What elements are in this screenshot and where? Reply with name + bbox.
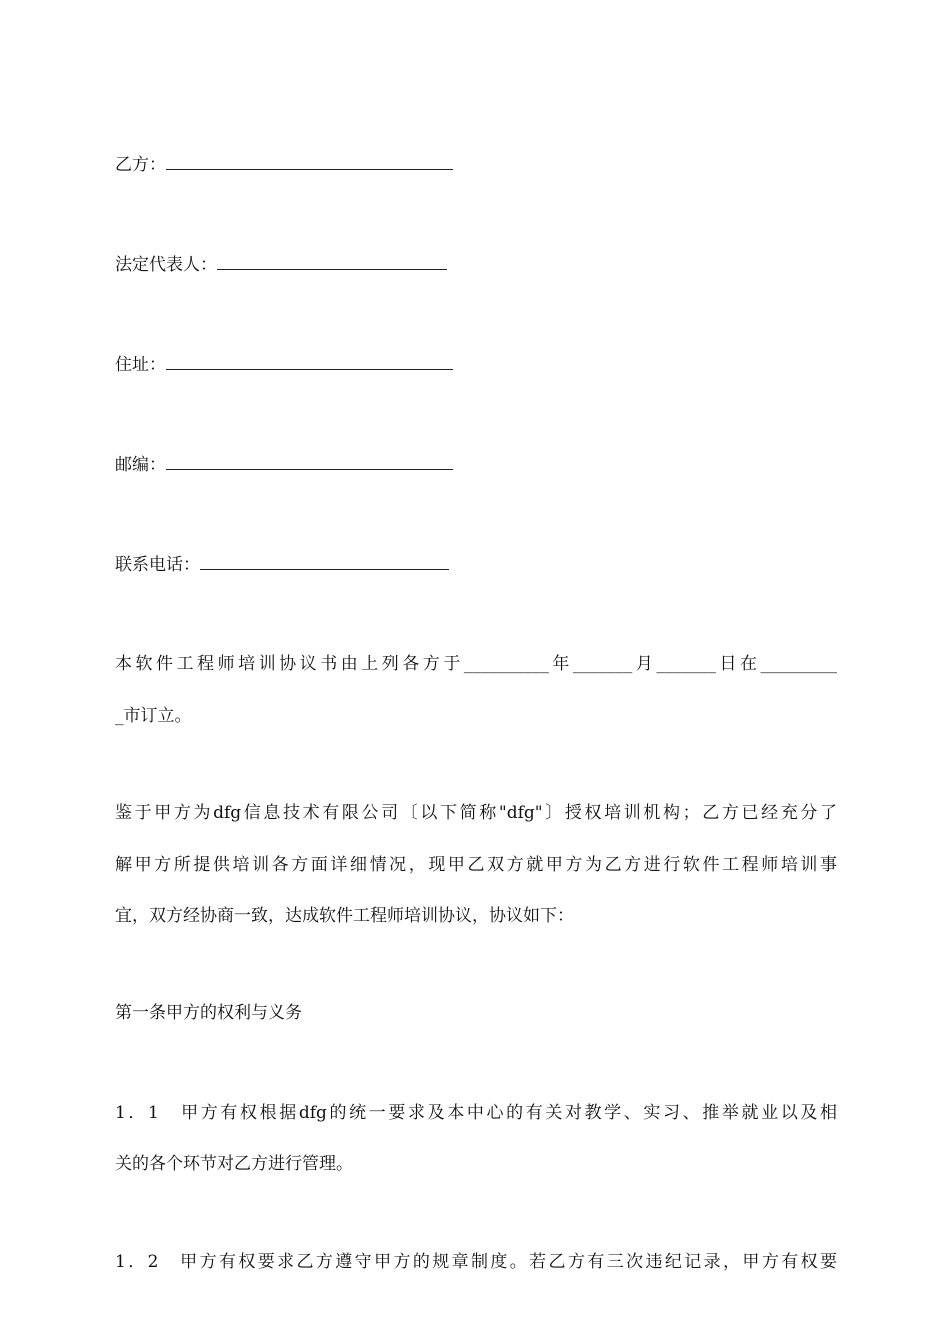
address-blank[interactable] xyxy=(166,353,453,370)
phone-blank[interactable] xyxy=(200,553,449,570)
clause-1-2-line-1: 1．2 甲方有权要求乙方遵守甲方的规章制度。若乙方有三次违纪记录，甲方有权要 xyxy=(115,1252,837,1272)
clause-1-1-line-1: 1．1 甲方有权根据dfg的统一要求及本中心的有关对教学、实习、推举就业以及相 xyxy=(115,1103,837,1123)
clause-1-1-line-2: 关的各个环节对乙方进行管理。 xyxy=(115,1154,353,1174)
signing-line-2: _市订立。 xyxy=(115,706,192,726)
address-field xyxy=(115,353,453,377)
whereas-line-1: 鉴于甲方为dfg信息技术有限公司〔以下简称"dfg"〕授权培训机构；乙方已经充分了 xyxy=(115,803,837,823)
postcode-field xyxy=(115,453,453,477)
postcode-label: 邮编： xyxy=(115,455,166,475)
phone-field xyxy=(115,553,449,577)
party-b-blank[interactable] xyxy=(166,153,453,170)
legal-rep-blank[interactable] xyxy=(217,253,447,270)
phone-label: 联系电话： xyxy=(115,555,200,575)
whereas-line-3: 宜，双方经协商一致，达成软件工程师培训协议，协议如下： xyxy=(115,906,574,926)
whereas-line-2: 解甲方所提供培训各方面详细情况，现甲乙双方就甲方为乙方进行软件工程师培训事 xyxy=(115,855,837,875)
article-1-heading: 第一条甲方的权利与义务 xyxy=(115,1003,302,1023)
party-b-label: 乙方： xyxy=(115,155,166,175)
legal-rep-label: 法定代表人： xyxy=(115,255,217,275)
address-label: 住址： xyxy=(115,355,166,375)
postcode-blank[interactable] xyxy=(166,453,453,470)
legal-rep-field xyxy=(115,253,447,277)
party-b-field xyxy=(115,153,453,177)
signing-line-1: 本软件工程师培训协议书由上列各方于__________年_______月_______日在_________ xyxy=(115,654,837,674)
